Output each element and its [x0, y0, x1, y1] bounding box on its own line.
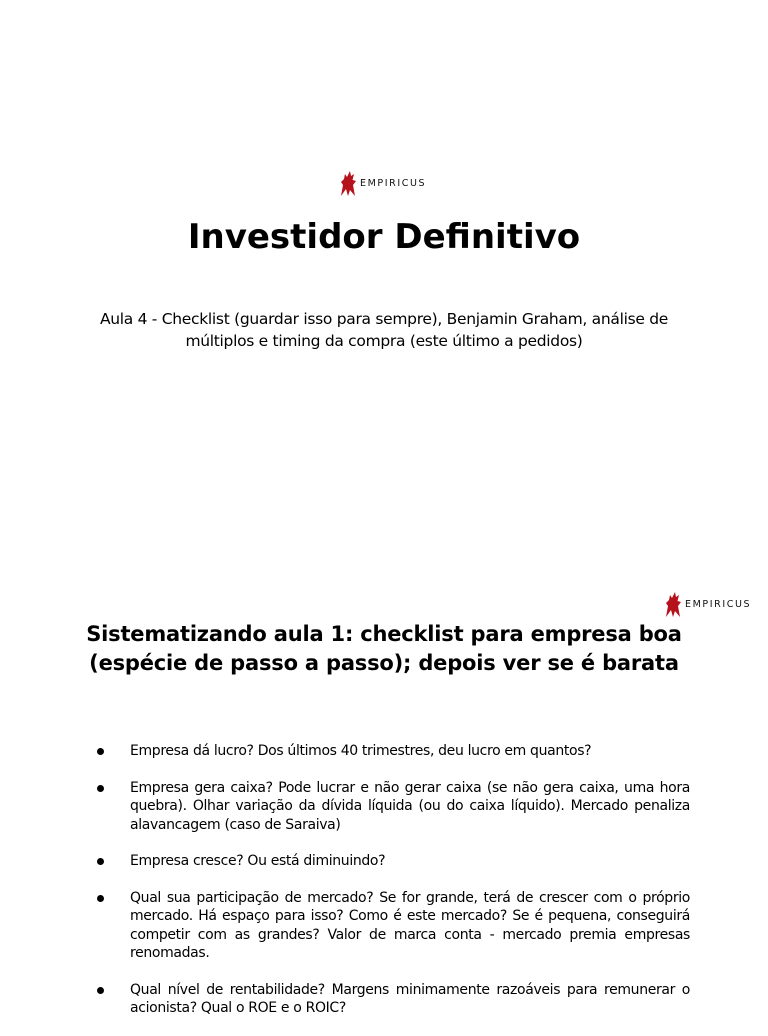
logo-text: EMPIRICUS — [685, 598, 752, 610]
bullet-icon — [97, 748, 104, 755]
bullet-icon — [97, 895, 104, 902]
list-item-text: Qual sua participação de mercado? Se for grande, terá de crescer com o próprio mercado. Há espaço para isso? Como é este mercado? Se é pequena, conseguirá competir com as grandes? Valor de marca conta - mercado premia empresas renomadas. — [130, 889, 690, 961]
bullet-icon — [97, 785, 104, 792]
empiricus-flame-icon — [341, 171, 356, 196]
bullet-icon — [97, 858, 104, 865]
list-item-text: Qual nível de rentabilidade? Margens minimamente razoáveis para remunerar o acionista? Qual o ROE e o ROIC? — [130, 981, 690, 1016]
logo-text: EMPIRICUS — [360, 177, 427, 189]
list-item — [94, 779, 690, 835]
list-item-text: Empresa dá lucro? Dos últimos 40 trimestres, deu lucro em quantos? — [130, 743, 592, 759]
list-item-text: Empresa gera caixa? Pode lucrar e não gerar caixa (se não gera caixa, uma hora quebra). Olhar variação da dívida líquida (ou do caixa líquido). Mercado penaliza alavancagem (caso de Saraiva) — [130, 779, 690, 833]
page-subtitle: Aula 4 - Checklist (guardar isso para sempre), Benjamin Graham, análise de múltiplos e timing da compra (este último a pedidos) — [99, 310, 669, 350]
section-heading: Sistematizando aula 1: checklist para empresa boa (espécie de passo a passo); depois ver se é barata — [86, 622, 682, 675]
list-item — [94, 981, 690, 1018]
page-title: Investidor Definitivo — [187, 217, 581, 257]
checklist-slide — [0, 580, 768, 1024]
list-item — [94, 742, 690, 761]
empiricus-logo — [341, 171, 426, 196]
list-item — [94, 852, 690, 871]
list-item — [94, 889, 690, 963]
bullet-icon — [97, 987, 104, 994]
list-item-text: Empresa cresce? Ou está diminuindo? — [130, 853, 386, 869]
empiricus-logo — [666, 592, 751, 617]
checklist — [94, 742, 690, 1036]
empiricus-flame-icon — [666, 592, 681, 617]
